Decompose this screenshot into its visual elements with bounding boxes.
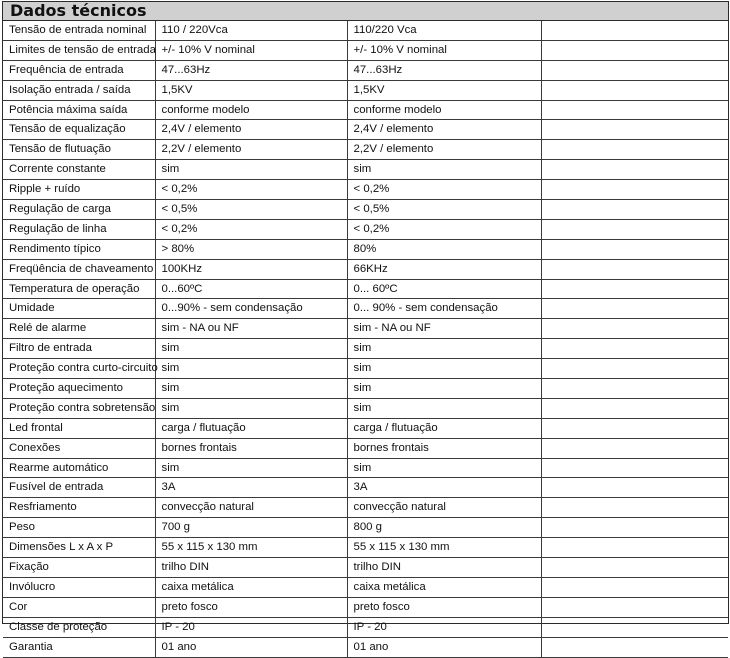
spec-empty-cell <box>541 60 728 80</box>
spec-label-cell: Conexões <box>3 438 155 458</box>
spec-label-cell: Proteção contra curto-circuito <box>3 359 155 379</box>
spec-row <box>3 379 728 399</box>
spec-empty-cell <box>541 617 728 637</box>
spec-empty-cell <box>541 40 728 60</box>
spec-value-cell-2: 47...63Hz <box>347 60 541 80</box>
spec-value-cell-2: 3A <box>347 478 541 498</box>
spec-empty-cell <box>541 200 728 220</box>
spec-value-cell-1: IP - 20 <box>155 617 347 637</box>
spec-value-cell-2: sim <box>347 359 541 379</box>
spec-value-cell-1: 1,5KV <box>155 80 347 100</box>
spec-row <box>3 597 728 617</box>
spec-value-cell-2: 2,4V / elemento <box>347 120 541 140</box>
spec-value-cell-1: 100KHz <box>155 259 347 279</box>
spec-value-cell-1: sim <box>155 458 347 478</box>
spec-row <box>3 60 728 80</box>
spec-empty-cell <box>541 100 728 120</box>
spec-empty-cell <box>541 279 728 299</box>
spec-value-cell-2: 2,2V / elemento <box>347 140 541 160</box>
spec-value-cell-1: trilho DIN <box>155 558 347 578</box>
spec-label-cell: Isolação entrada / saída <box>3 80 155 100</box>
spec-value-cell-2: 1,5KV <box>347 80 541 100</box>
spec-empty-cell <box>541 577 728 597</box>
spec-label-cell: Rearme automático <box>3 458 155 478</box>
spec-row <box>3 180 728 200</box>
spec-label-cell: Frequência de entrada <box>3 60 155 80</box>
spec-label-cell: Freqüência de chaveamento <box>3 259 155 279</box>
spec-label-cell: Cor <box>3 597 155 617</box>
spec-value-cell-2: bornes frontais <box>347 438 541 458</box>
spec-value-cell-1: < 0,5% <box>155 200 347 220</box>
spec-label-cell: Led frontal <box>3 418 155 438</box>
spec-row <box>3 577 728 597</box>
spec-value-cell-1: 0...90% - sem condensação <box>155 299 347 319</box>
spec-row <box>3 40 728 60</box>
spec-label-cell: Filtro de entrada <box>3 339 155 359</box>
spec-empty-cell <box>541 498 728 518</box>
spec-empty-cell <box>541 120 728 140</box>
spec-label-cell: Ripple + ruído <box>3 180 155 200</box>
spec-value-cell-1: preto fosco <box>155 597 347 617</box>
spec-empty-cell <box>541 299 728 319</box>
spec-value-cell-2: caixa metálica <box>347 577 541 597</box>
spec-value-cell-1: bornes frontais <box>155 438 347 458</box>
spec-row <box>3 339 728 359</box>
spec-row <box>3 518 728 538</box>
spec-empty-cell <box>541 558 728 578</box>
spec-row <box>3 259 728 279</box>
spec-label-cell: Umidade <box>3 299 155 319</box>
spec-value-cell-1: carga / flutuação <box>155 418 347 438</box>
spec-label-cell: Classe de proteção <box>3 617 155 637</box>
spec-label-cell: Tensão de equalização <box>3 120 155 140</box>
spec-row <box>3 239 728 259</box>
spec-row <box>3 279 728 299</box>
spec-label-cell: Potência máxima saída <box>3 100 155 120</box>
spec-empty-cell <box>541 21 728 40</box>
spec-value-cell-2: trilho DIN <box>347 558 541 578</box>
spec-value-cell-2: < 0,5% <box>347 200 541 220</box>
spec-value-cell-1: 700 g <box>155 518 347 538</box>
spec-value-cell-1: < 0,2% <box>155 219 347 239</box>
spec-label-cell: Fixação <box>3 558 155 578</box>
spec-value-cell-1: 2,4V / elemento <box>155 120 347 140</box>
spec-value-cell-2: 0... 90% - sem condensação <box>347 299 541 319</box>
spec-empty-cell <box>541 418 728 438</box>
spec-value-cell-2: conforme modelo <box>347 100 541 120</box>
spec-value-cell-1: 01 ano <box>155 637 347 657</box>
spec-value-cell-1: conforme modelo <box>155 100 347 120</box>
spec-label-cell: Rendimento típico <box>3 239 155 259</box>
spec-row <box>3 538 728 558</box>
spec-value-cell-2: sim <box>347 379 541 399</box>
spec-value-cell-2: < 0,2% <box>347 219 541 239</box>
spec-row <box>3 498 728 518</box>
spec-empty-cell <box>541 637 728 657</box>
spec-label-cell: Tensão de flutuação <box>3 140 155 160</box>
spec-value-cell-2: convecção natural <box>347 498 541 518</box>
spec-empty-cell <box>541 438 728 458</box>
spec-empty-cell <box>541 259 728 279</box>
spec-value-cell-1: 110 / 220Vca <box>155 21 347 40</box>
spec-value-cell-2: carga / flutuação <box>347 418 541 438</box>
spec-label-cell: Proteção aquecimento <box>3 379 155 399</box>
spec-value-cell-1: sim <box>155 379 347 399</box>
spec-value-cell-1: 3A <box>155 478 347 498</box>
spec-label-cell: Regulação de carga <box>3 200 155 220</box>
spec-row <box>3 558 728 578</box>
spec-row <box>3 319 728 339</box>
spec-empty-cell <box>541 518 728 538</box>
spec-label-cell: Proteção contra sobretensão <box>3 398 155 418</box>
spec-value-cell-2: 0... 60ºC <box>347 279 541 299</box>
spec-empty-cell <box>541 80 728 100</box>
spec-value-cell-1: 47...63Hz <box>155 60 347 80</box>
spec-value-cell-2: 01 ano <box>347 637 541 657</box>
spec-empty-cell <box>541 398 728 418</box>
spec-row <box>3 418 728 438</box>
spec-value-cell-2: preto fosco <box>347 597 541 617</box>
spec-value-cell-2: sim <box>347 398 541 418</box>
spec-value-cell-1: convecção natural <box>155 498 347 518</box>
spec-row <box>3 219 728 239</box>
spec-row <box>3 617 728 637</box>
spec-value-cell-1: sim <box>155 359 347 379</box>
spec-label-cell: Garantia <box>3 637 155 657</box>
spec-empty-cell <box>541 458 728 478</box>
spec-row <box>3 398 728 418</box>
spec-label-cell: Tensão de entrada nominal <box>3 21 155 40</box>
spec-value-cell-2: sim <box>347 160 541 180</box>
spec-label-cell: Limites de tensão de entrada <box>3 40 155 60</box>
spec-empty-cell <box>541 538 728 558</box>
spec-value-cell-1: 55 x 115 x 130 mm <box>155 538 347 558</box>
spec-value-cell-2: 800 g <box>347 518 541 538</box>
spec-empty-cell <box>541 160 728 180</box>
spec-value-cell-2: sim - NA ou NF <box>347 319 541 339</box>
spec-label-cell: Corrente constante <box>3 160 155 180</box>
spec-empty-cell <box>541 478 728 498</box>
spec-value-cell-2: sim <box>347 458 541 478</box>
spec-value-cell-1: caixa metálica <box>155 577 347 597</box>
spec-row <box>3 200 728 220</box>
spec-row <box>3 21 728 40</box>
spec-row <box>3 120 728 140</box>
spec-row <box>3 160 728 180</box>
spec-empty-cell <box>541 339 728 359</box>
spec-empty-cell <box>541 597 728 617</box>
spec-label-cell: Regulação de linha <box>3 219 155 239</box>
spec-table <box>3 21 728 658</box>
spec-empty-cell <box>541 239 728 259</box>
spec-empty-cell <box>541 140 728 160</box>
spec-row <box>3 100 728 120</box>
section-title: Dados técnicos <box>3 2 728 21</box>
spec-value-cell-2: 55 x 115 x 130 mm <box>347 538 541 558</box>
spec-empty-cell <box>541 180 728 200</box>
spec-value-cell-1: > 80% <box>155 239 347 259</box>
spec-label-cell: Peso <box>3 518 155 538</box>
spec-row <box>3 478 728 498</box>
spec-row <box>3 458 728 478</box>
spec-value-cell-1: sim <box>155 398 347 418</box>
spec-empty-cell <box>541 379 728 399</box>
spec-row <box>3 299 728 319</box>
spec-row <box>3 438 728 458</box>
spec-row <box>3 637 728 657</box>
spec-empty-cell <box>541 359 728 379</box>
spec-value-cell-1: 2,2V / elemento <box>155 140 347 160</box>
spec-value-cell-2: +/- 10% V nominal <box>347 40 541 60</box>
spec-sheet <box>2 1 729 653</box>
spec-row <box>3 80 728 100</box>
spec-value-cell-2: 110/220 Vca <box>347 21 541 40</box>
spec-empty-cell <box>541 219 728 239</box>
spec-value-cell-1: sim - NA ou NF <box>155 319 347 339</box>
spec-value-cell-1: 0...60ºC <box>155 279 347 299</box>
spec-value-cell-1: sim <box>155 160 347 180</box>
spec-value-cell-2: sim <box>347 339 541 359</box>
spec-label-cell: Fusível de entrada <box>3 478 155 498</box>
spec-value-cell-2: < 0,2% <box>347 180 541 200</box>
spec-label-cell: Resfriamento <box>3 498 155 518</box>
spec-value-cell-1: < 0,2% <box>155 180 347 200</box>
spec-row <box>3 359 728 379</box>
spec-value-cell-1: +/- 10% V nominal <box>155 40 347 60</box>
spec-label-cell: Dimensões L x A x P <box>3 538 155 558</box>
spec-label-cell: Relé de alarme <box>3 319 155 339</box>
spec-label-cell: Invólucro <box>3 577 155 597</box>
spec-value-cell-1: sim <box>155 339 347 359</box>
spec-row <box>3 140 728 160</box>
spec-value-cell-2: IP - 20 <box>347 617 541 637</box>
spec-empty-cell <box>541 319 728 339</box>
spec-value-cell-2: 66KHz <box>347 259 541 279</box>
spec-label-cell: Temperatura de operação <box>3 279 155 299</box>
spec-value-cell-2: 80% <box>347 239 541 259</box>
